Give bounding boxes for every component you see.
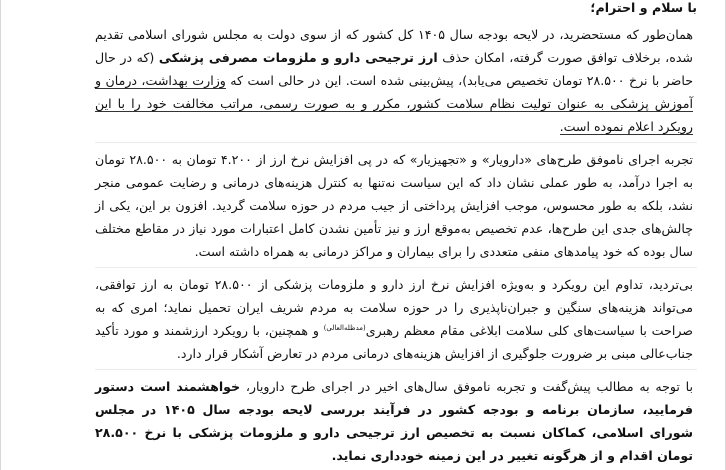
p1-text-c: (که در حال حاضر با نرخ ۲۸.۵۰۰ تومان تخصیص می‌یابد)، پیش‌بینی شده است. این در حالی است که	[95, 50, 693, 88]
letter-body	[95, 0, 697, 470]
p3-text-a: بی‌تردید، تداوم این رویکرد و به‌ویژه افزایش نرخ ارز دارو و ملزومات پزشکی از ۲۸.۵۰۰ تومان به ارز توافقی، می‌تواند هزینه‌های سنگین و جبران‌ناپذیری را در حوزه سلامت به مردم شریف ایران تحمیل نماید؛ امری که به صراحت با سیاست‌های کلی سلامت ابلاغی مقام معظم رهبری	[95, 277, 693, 338]
p4-text-a: با توجه به مطالب پیش‌گفت و تجربه ناموفق سال‌های اخیر در اجرای طرح دارویار،	[240, 379, 693, 394]
p1-text-a: همان‌طور که مستحضرید، در لایحه بودجه سال ۱۴۰۵ کل کشور که از سوی دولت به مجلس شورای اسلامی تقدیم شده، برخلاف توافق صورت گرفته، امکان حذف	[95, 27, 693, 65]
paragraph-2	[95, 142, 697, 263]
p1-underlined-ministry: وزارت بهداشت، درمان و آموزش پزشکی به عنوان تولیت نظام سلامت کشور، مکرر و به صورت رسمی، مراتب مخالفت خود را با این رویکرد اعلام نموده است.	[95, 73, 693, 134]
paragraph-2-text: تجربه اجرای ناموفق طرح‌های «دارویار» و «تجهیزیار» که در پی افزایش نرخ ارز از ۴.۲۰۰ تومان به ۲۸.۵۰۰ تومان به اجرا درآمد، به طور عملی نشان داد که این سیاست نه‌تنها به کنترل هزینه‌های درمانی و رضایت عمومی منجر نشد، بلکه به طور محسوس، موجب افزایش پرداختی از جیب مردم در حوزه سلامت گردید. افزون بر این، یکی از چالش‌های جدی این طرح‌ها، عدم تخصیص به‌موقع ارز و نیز تأمین نشدن کامل اعتبارات مورد نیاز در مقاطع مختلف سال بوده که خود پیامدهای منفی متعددی را برای بیماران و مراکز درمانی به همراه داشته است.	[95, 152, 694, 259]
paragraph-3	[95, 267, 697, 365]
p1-bold-currency: ارز ترجیحی دارو و ملزومات مصرفی پزشکی	[158, 50, 438, 65]
greeting: با سلام و احترام؛	[590, 0, 697, 15]
paragraph-4-text	[95, 375, 693, 467]
paragraph-3-text	[95, 273, 693, 365]
paragraph-1	[95, 23, 697, 138]
p3-honorific: (مدظله‌العالی)	[323, 323, 366, 332]
paragraph-1-text	[95, 23, 693, 138]
p4-bold-request: خواهشمند است دستور فرمایید، سازمان برنامه و بودجه کشور در فرآیند بررسی لایحه بودجه سال ۱۴۰۵ در مجلس شورای اسلامی، کماکان نسبت به تخصیص ارز ترجیحی دارو و ملزومات پزشکی با نرخ ۲۸.۵۰۰ تومان اقدام و از هرگونه تغییر در این زمینه خودداری نماید.	[95, 379, 693, 463]
paragraph-4	[95, 369, 697, 467]
p3-text-b: و همچنین، با رویکرد ارزشمند و مورد تأکید جناب‌عالی مبنی بر ضرورت جلوگیری از افزایش هزینه‌های درمانی مردم در تعارض آشکار قرار دارد.	[95, 323, 693, 361]
